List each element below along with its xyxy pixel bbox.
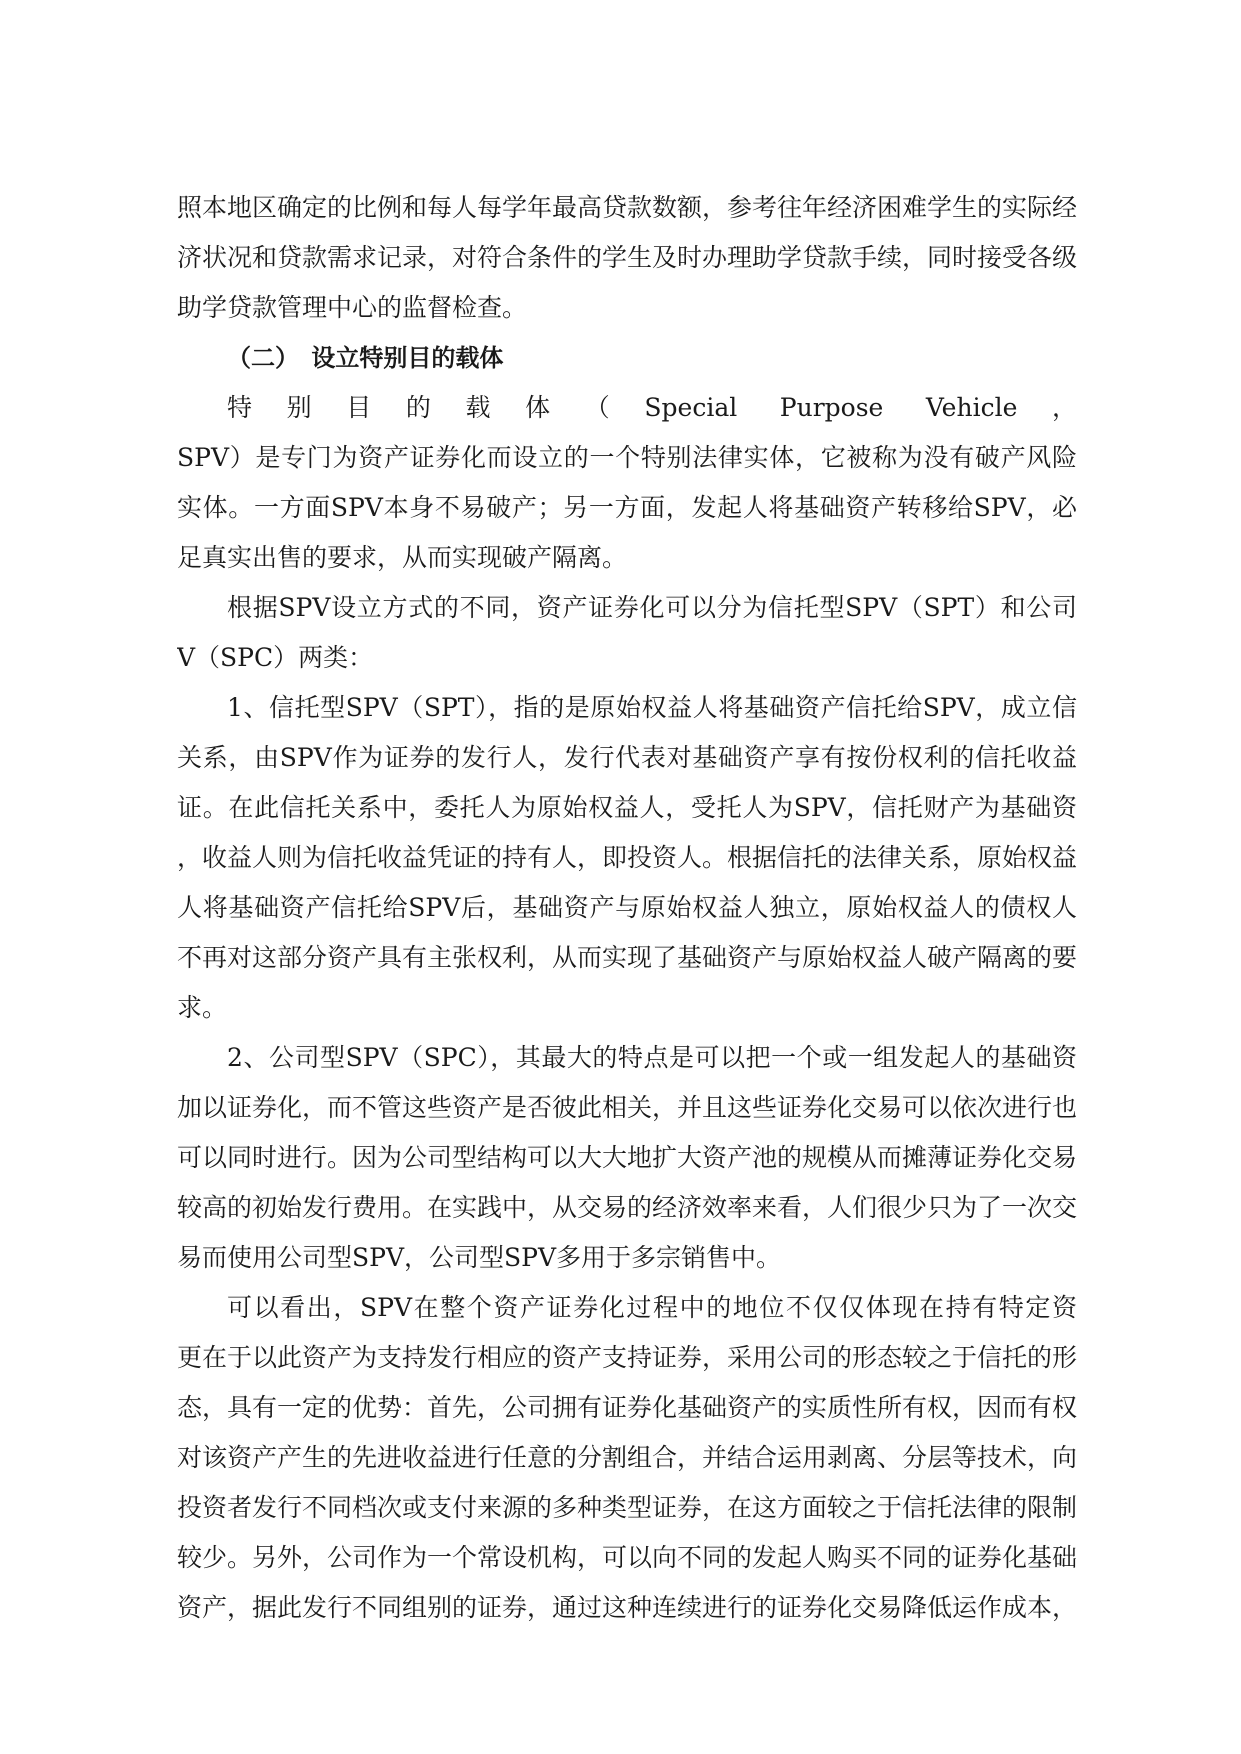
- text-line: 可以看出，SPV在整个资产证券化过程中的地位不仅仅体现在持有特定资: [227, 1293, 1077, 1322]
- paragraph-spv-types: [177, 583, 1077, 683]
- text-line: 济状况和贷款需求记录，对符合条件的学生及时办理助学贷款手续，同时接受各级: [177, 243, 1077, 272]
- text-line: V（SPC）两类：: [177, 643, 374, 672]
- paragraph-continuation: [177, 183, 1077, 333]
- text-line: 不再对这部分资产具有主张权利，从而实现了基础资产与原始权益人破产隔离的要: [177, 943, 1077, 972]
- text-line: 特别目的载体（Special Purpose Vehicle，: [227, 393, 1077, 422]
- document-body: [177, 183, 1077, 1633]
- text-line: SPV）是专门为资产证券化而设立的一个特别法律实体，它被称为没有破产风险: [177, 443, 1077, 472]
- section-heading: （二） 设立特别目的载体: [227, 344, 504, 372]
- text-line: 对该资产产生的先进收益进行任意的分割组合，并结合运用剥离、分层等技术，向: [177, 1443, 1077, 1472]
- text-line: 2、公司型SPV（SPC），其最大的特点是可以把一个或一组发起人的基础资: [227, 1043, 1077, 1072]
- paragraph-spt: [177, 683, 1077, 1033]
- paragraph-spc: [177, 1033, 1077, 1283]
- paragraph-spv-role: [177, 1283, 1077, 1633]
- text-line: 加以证券化，而不管这些资产是否彼此相关，并且这些证券化交易可以依次进行也: [177, 1093, 1077, 1122]
- text-line: 易而使用公司型SPV，公司型SPV多用于多宗销售中。: [177, 1243, 782, 1272]
- text-line: 资产，据此发行不同组别的证券，通过这种连续进行的证券化交易降低运作成本，: [177, 1593, 1077, 1622]
- text-line: 人将基础资产信托给SPV后，基础资产与原始权益人独立，原始权益人的债权人: [177, 893, 1077, 922]
- text-line: 足真实出售的要求，从而实现破产隔离。: [177, 543, 628, 572]
- text-line: 根据SPV设立方式的不同，资产证券化可以分为信托型SPV（SPT）和公司: [227, 593, 1077, 622]
- text-line: 求。: [177, 993, 228, 1022]
- text-line: 实体。一方面SPV本身不易破产；另一方面，发起人将基础资产转移给SPV，必: [177, 493, 1077, 522]
- text-line: 1、信托型SPV（SPT），指的是原始权益人将基础资产信托给SPV，成立信: [227, 693, 1077, 722]
- text-line: 较高的初始发行费用。在实践中，从交易的经济效率来看，人们很少只为了一次交: [177, 1193, 1077, 1222]
- text-line: 投资者发行不同档次或支付来源的多种类型证券，在这方面较之于信托法律的限制: [177, 1493, 1077, 1522]
- text-line: 照本地区确定的比例和每人每学年最高贷款数额，参考往年经济困难学生的实际经: [177, 193, 1077, 222]
- text-line: 更在于以此资产为支持发行相应的资产支持证券，采用公司的形态较之于信托的形: [177, 1343, 1077, 1372]
- text-line: 证。在此信托关系中，委托人为原始权益人，受托人为SPV，信托财产为基础资: [177, 793, 1077, 822]
- paragraph-spv-definition: [177, 383, 1077, 583]
- text-line: ，收益人则为信托收益凭证的持有人，即投资人。根据信托的法律关系，原始权益: [177, 843, 1077, 872]
- text-line: 较少。另外，公司作为一个常设机构，可以向不同的发起人购买不同的证券化基础: [177, 1543, 1077, 1572]
- text-line: 助学贷款管理中心的监督检查。: [177, 293, 528, 322]
- text-line: 态，具有一定的优势：首先，公司拥有证券化基础资产的实质性所有权，因而有权: [177, 1393, 1077, 1422]
- text-line: 可以同时进行。因为公司型结构可以大大地扩大资产池的规模从而摊薄证券化交易: [177, 1143, 1077, 1172]
- text-line: 关系，由SPV作为证券的发行人，发行代表对基础资产享有按份权利的信托收益: [177, 743, 1077, 772]
